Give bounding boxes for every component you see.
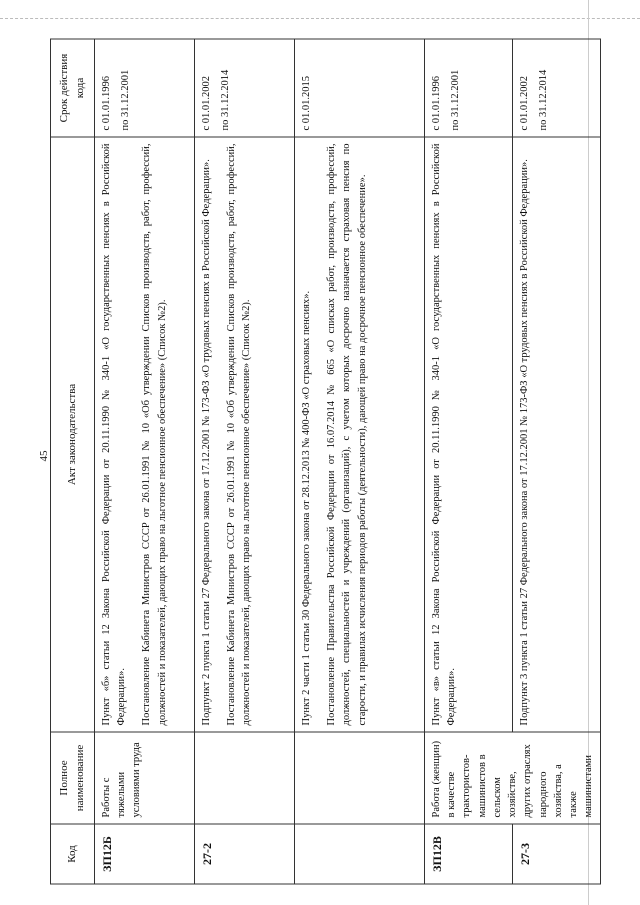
row-name: Работа (женщин) в качестве трактористов-машинистов в сельском хозяйстве, других отраслях народного хозяйства, а также машинистами	[425, 732, 601, 824]
row-code: 27-2	[195, 824, 295, 884]
act-paragraph: Постановление Кабинета Министров СССР от 26.01.1991 № 10 «Об утверждении Списков производств, работ, профессий, должностей и показателей, дающих право на льготное пенсионное обеспечение» (Список №2).	[226, 143, 253, 726]
term-from: с 01.01.1996	[101, 75, 112, 131]
header-name: Полное наименование	[51, 732, 95, 824]
act-paragraph: Постановление Кабинета Министров СССР от 26.01.1991 № 10 «Об утверждении Списков производств, работ, профессий, должностей и показателей, дающих право на льготное пенсионное обеспечение» (Список №2).	[141, 143, 168, 726]
row-act	[295, 137, 425, 732]
act-paragraph: Пункт «б» статьи 12 Закона Российской Федерации от 20.11.1990 № 340-1 «О государственных пенсиях в Российской Федерации».	[101, 143, 128, 726]
row-code	[295, 824, 425, 884]
row-term	[513, 39, 601, 137]
row-act	[513, 137, 601, 732]
row-name	[195, 732, 295, 824]
term-to: по 31.12.2014	[220, 69, 232, 131]
term-from: с 01.01.1996	[431, 75, 442, 131]
act-paragraph: Постановление Правительства Российской Федерации от 16.07.2014 № 665 «О списках работ, производств, профессий, должностей, специальностей и учреждений (организаций), с учетом которых досрочно назначается страховая пенсия по старости, и правилах исчисления периодов работы (деятельности), дающей право на досрочное пенсионное обеспечение».	[326, 143, 368, 726]
act-paragraph: Подпункт 2 пункта 1 статьи 27 Федерального закона от 17.12.2001 № 173-ФЗ «О трудовых пенсиях в Российской Федерации».	[201, 159, 212, 726]
header-code: Код	[51, 824, 95, 884]
term-from: с 01.01.2002	[201, 75, 212, 131]
row-act	[95, 137, 195, 732]
act-paragraph: Пункт «в» статьи 12 Закона Российской Федерации от 20.11.1990 № 340-1 «О государственных пенсиях в Российской Федерации».	[431, 143, 458, 726]
table-row	[195, 39, 295, 884]
page-number: 45	[38, 450, 50, 462]
codes-table	[50, 39, 601, 885]
row-term	[425, 39, 513, 137]
term-to: по 31.12.2014	[538, 69, 550, 131]
row-term	[95, 39, 195, 137]
row-act	[425, 137, 513, 732]
act-paragraph: Подпункт 3 пункта 1 статьи 27 Федерального закона от 17.12.2001 № 173-ФЗ «О трудовых пенсиях в Российской Федерации».	[519, 159, 531, 726]
row-term	[295, 39, 425, 137]
table-row	[425, 39, 513, 884]
table-row	[295, 39, 425, 884]
header-term: Срок действия кода	[51, 39, 95, 137]
row-code: ЗП12В	[425, 824, 513, 884]
row-name	[295, 732, 425, 824]
term-from: с 01.01.2015	[301, 75, 312, 131]
row-act	[195, 137, 295, 732]
act-paragraph: Пункт 2 части 1 статьи 30 Федерального закона от 28.12.2013 № 400-ФЗ «О страховых пенсиях».	[301, 290, 312, 726]
header-act: Акт законодательства	[51, 137, 95, 732]
row-term	[195, 39, 295, 137]
scan-border-top	[0, 0, 640, 19]
row-code: ЗП12Б	[95, 824, 195, 884]
rotated-page	[50, 40, 595, 885]
table-header-row	[51, 39, 95, 884]
table-row	[95, 39, 195, 884]
row-name: Работы с тяжелыми условиями труда	[95, 732, 195, 824]
term-from: с 01.01.2002	[519, 75, 531, 131]
term-to: по 31.12.2001	[120, 69, 132, 131]
term-to: по 31.12.2001	[450, 69, 462, 131]
row-code: 27-3	[513, 824, 601, 884]
